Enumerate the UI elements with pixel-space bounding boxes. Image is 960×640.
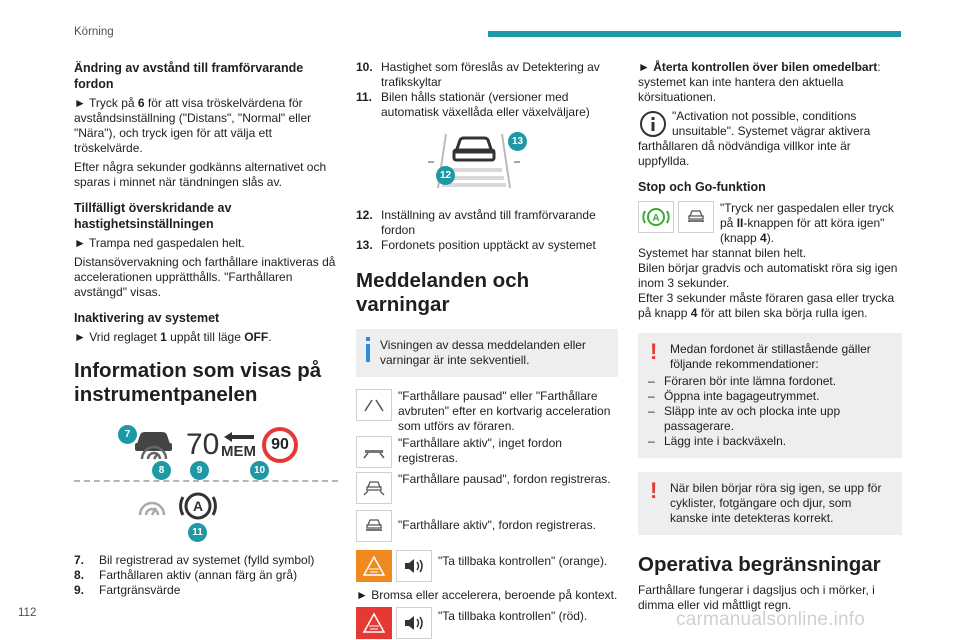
badge-12: 12 <box>436 166 455 185</box>
sound-icon <box>396 550 432 582</box>
section-title-stopgo: Stop och Go-funktion <box>638 180 766 194</box>
paragraph-limits: Farthållare fungerar i dagsljus och i mörker, i dimma eller vid måttligt regn. <box>638 583 875 612</box>
svg-text:A: A <box>192 498 204 514</box>
paragraph-stopgo-2: Systemet har stannat bilen helt. <box>638 246 807 260</box>
list-item: – Lägg inte i backväxeln. <box>648 434 787 448</box>
list-item: – Öppna inte bagageutrymmet. <box>648 389 820 403</box>
heading-instrument-info: Information som visas på instrumentpanelen <box>74 359 322 406</box>
road-active-icon <box>356 436 392 468</box>
paragraph-stopgo-3: Bilen börjar gradvis och automatiskt röra sig igen inom 3 sekunder. <box>638 261 898 290</box>
speed-limit-sign: 90 <box>262 427 298 463</box>
radar-grey-icon <box>136 493 168 519</box>
info-icon <box>366 337 370 363</box>
mem-label: MEM <box>221 443 256 460</box>
paragraph-deactivate: ► Vrid reglaget 1 uppåt till läge OFF. <box>74 330 272 344</box>
legend-item: 10. Hastighet som föreslås av Detektering av trafikskyltar <box>356 60 600 89</box>
paragraph-overspeed-1: ► Trampa ned gaspedalen helt. <box>74 236 245 250</box>
dashed-separator <box>74 480 338 482</box>
header-accent-bar <box>488 31 901 37</box>
paragraph-distance-2: Efter några sekunder godkänns alternativet och sparas i minnet när tändningen slås av. <box>74 160 327 189</box>
legend-item: 9. Fartgränsvärde <box>74 583 181 597</box>
message-takeover-red: "Ta tillbaka kontrollen" (röd). <box>356 607 618 639</box>
sound-icon <box>396 607 432 639</box>
paragraph-overspeed-2: Distansövervakning och farthållare inaktiveras då accelerationen upprätthålls. "Farthållaren avstängd" visas. <box>74 255 336 299</box>
warning-box-stationary: ! Medan fordonet är stillastående gäller följande rekommendationer: – Föraren bör inte lämna fordonet. – Öppna inte bagageutrymmet. – Släpp inte av och plocka inte upp passagerare. – Lägg inte i backväxeln. <box>638 333 902 458</box>
message-activation-not-possible: "Activation not possible, conditions unsuitable". Systemet vägrar aktivera farthållaren då nödvändiga villkor inte är uppfyllda. <box>638 109 871 168</box>
badge-9: 9 <box>190 461 209 480</box>
column-1 <box>74 60 338 598</box>
auto-hold-green-icon <box>638 201 674 233</box>
legend-item: 12. Inställning av avstånd till framförvarande fordon <box>356 208 596 237</box>
arrow-left-icon <box>222 431 256 443</box>
list-item: – Släpp inte av och plocka inte upp passagerare. <box>648 404 841 433</box>
auto-hold-icon <box>178 489 218 523</box>
car-road-active-icon <box>356 510 392 542</box>
warning-exclamation-icon: ! <box>650 478 658 503</box>
legend-item: 8. Farthållaren aktiv (annan färg än grå) <box>74 568 298 582</box>
warning-box-moving: ! När bilen börjar röra sig igen, se upp för cyklister, fotgängare och djur, som kanske inte detekteras korrekt. <box>638 472 902 535</box>
paragraph-stopgo-4: Efter 3 sekunder måste föraren gasa eller trycka på knapp 4 för att bilen ska börja rulla igen. <box>638 291 895 320</box>
takeover-warning-red-icon <box>356 607 392 639</box>
legend-item: 7. Bil registrerad av systemet (fylld symbol) <box>74 553 315 567</box>
column-2 <box>356 60 618 640</box>
badge-13: 13 <box>508 132 527 151</box>
list-item: – Föraren bör inte lämna fordonet. <box>648 374 837 388</box>
takeover-warning-orange-icon <box>356 550 392 582</box>
set-speed-value: 70 <box>186 428 220 461</box>
paragraph-brake: ► Bromsa eller accelerera, beroende på kontext. <box>356 588 618 602</box>
car-outline-road-icon <box>356 472 392 504</box>
svg-text:A: A <box>652 213 660 224</box>
legend-list-2b <box>356 208 618 253</box>
road-lines-icon <box>356 389 392 421</box>
instrument-panel-illustration <box>74 423 338 543</box>
badge-10: 10 <box>250 461 269 480</box>
info-note-box <box>356 329 618 377</box>
message-paused-vehicle: "Farthållare pausad", fordon registreras. <box>356 472 618 504</box>
legend-list-1 <box>74 553 338 598</box>
badge-7: 7 <box>118 425 137 444</box>
message-paused: "Farthållare pausad" eller "Farthållare avbruten" efter en kortvarig acceleration som utförs av föraren. <box>356 389 618 434</box>
stopgo-instruction: A "Tryck ner gaspedalen eller tryck på II-knappen för att köra igen" (knapp 4). <box>638 201 902 246</box>
section-title-overspeed: Tillfälligt överskridande av hastighetsinställningen <box>74 201 232 231</box>
message-takeover-orange: "Ta tillbaka kontrollen" (orange). <box>356 550 618 582</box>
legend-item: 11. Bilen hålls stationär (versioner med automatisk växellåda eller växelväljare) <box>356 90 590 119</box>
info-note-text: Visningen av dessa meddelanden eller varningar är inte sekventiell. <box>380 338 586 367</box>
running-header: Körning <box>74 26 114 38</box>
badge-11: 11 <box>188 523 207 542</box>
section-title-distance: Ändring av avstånd till framförvarande fordon <box>74 61 304 91</box>
warning-list <box>648 374 892 449</box>
paragraph-distance-1: ► Tryck på 6 för att visa tröskelvärdena för avståndsinställning ("Distans", "Normal" eller "Nära"), och tryck igen för att välja ett tröskelvärde. <box>74 96 312 155</box>
section-title-deactivate: Inaktivering av systemet <box>74 311 220 325</box>
paragraph-retake: ► Återta kontrollen över bilen omedelbart: systemet kan inte hantera den aktuella körsituationen. <box>638 60 881 104</box>
watermark: carmanualsonline.info <box>676 609 866 630</box>
legend-list-2a <box>356 60 618 120</box>
column-3 <box>638 60 902 617</box>
message-active-no-vehicle: "Farthållare aktiv", inget fordon registreras. <box>356 436 618 468</box>
legend-item: 13. Fordonets position upptäckt av systemet <box>356 238 596 252</box>
car-detected-icon <box>132 425 178 467</box>
heading-limits: Operativa begränsningar <box>638 553 881 576</box>
message-active-vehicle: "Farthållare aktiv", fordon registreras. <box>356 510 618 542</box>
car-road-active-icon <box>678 201 714 233</box>
heading-messages: Meddelanden och varningar <box>356 269 530 316</box>
road-distance-illustration <box>424 130 524 190</box>
info-circle-icon <box>638 109 668 139</box>
warning-exclamation-icon: ! <box>650 339 658 364</box>
badge-8: 8 <box>152 461 171 480</box>
page-number: 112 <box>18 607 37 619</box>
